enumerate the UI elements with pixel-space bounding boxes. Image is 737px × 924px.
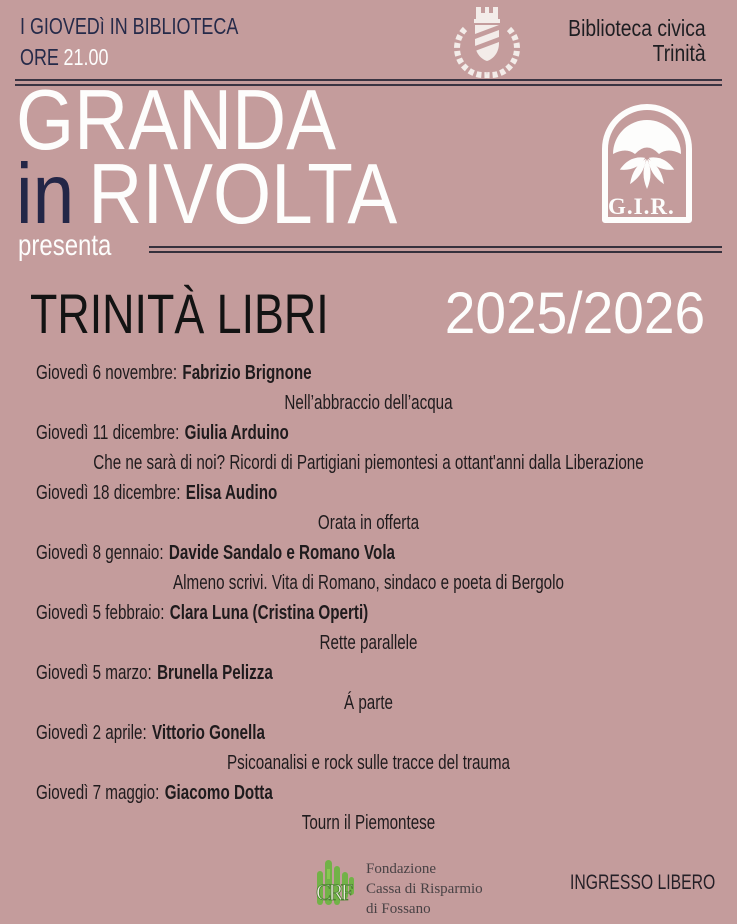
series-header (20, 11, 300, 73)
event-book-title: Orata in offerta (317, 512, 420, 534)
series-time-line (20, 42, 238, 73)
event-author: Vittorio Gonella (152, 722, 265, 744)
title-word2-main: RIVOLTA (88, 147, 398, 242)
event-date: Giovedì 11 dicembre: (36, 422, 180, 444)
event-book-title: Psicoanalisi e rock sulle tracce del trauma (226, 752, 511, 774)
crf-logo-text: CRF (316, 880, 351, 905)
event-book-title: Rette parallele (319, 632, 418, 654)
event-author: Brunella Pelizza (157, 662, 273, 684)
event-author: Elisa Audino (185, 482, 278, 504)
municipal-crest-icon (452, 3, 522, 84)
event-date-row (36, 658, 569, 688)
main-title (16, 73, 398, 242)
event-author: Fabrizio Brignone (182, 362, 312, 384)
presenta-row (18, 229, 722, 263)
event-date-row (36, 358, 569, 388)
event-author: Davide Sandalo e Romano Vola (168, 542, 396, 564)
event-date: Giovedì 5 febbraio: (36, 602, 165, 624)
event-date-row (36, 778, 569, 808)
season-title: TRINITÀ LIBRI (30, 282, 329, 345)
event-book-title: Almeno scrivi. Vita di Romano, sindaco e poeta di Bergolo (173, 572, 564, 594)
crf-foundation-logo-icon (316, 855, 358, 922)
event-book-title: Nell’abbraccio dell’acqua (284, 392, 453, 414)
ore-label: ORE (20, 44, 59, 70)
event-date: Giovedì 6 novembre: (36, 362, 178, 384)
event-date: Giovedì 5 marzo: (36, 662, 152, 684)
organisation-line1: Biblioteca civica (568, 15, 706, 41)
event-author: Giacomo Dotta (164, 782, 273, 804)
event-book-title: Che ne sarà di noi? Ricordi di Partigiani piemontesi a ottant'anni dalla Liberazione (93, 452, 644, 474)
gir-logo-icon (598, 99, 696, 232)
event-date-row (36, 538, 569, 568)
event-date-row (36, 478, 569, 508)
event-date: Giovedì 8 gennaio: (36, 542, 164, 564)
event-book-title: Tourn il Piemontese (301, 812, 436, 834)
sponsor-line1: Fondazione (366, 861, 436, 877)
event-date: Giovedì 7 maggio: (36, 782, 160, 804)
presenta-divider (149, 246, 722, 253)
sponsor-name (366, 859, 483, 919)
event-date-row (36, 598, 569, 628)
title-word2-prefix: in (16, 147, 75, 242)
event-list (0, 358, 737, 838)
series-title: I GIOVEDì IN BIBLIOTECA (20, 13, 239, 39)
event-author: Giulia Arduino (184, 422, 289, 444)
sponsor-line3: di Fossano (366, 901, 431, 917)
event-date-row (36, 718, 569, 748)
event-author: Clara Luna (Cristina Operti) (169, 602, 369, 624)
presenta-label: presenta (18, 229, 112, 262)
season-years: 2025/2026 (444, 281, 705, 346)
time-value: 21.00 (63, 44, 109, 70)
organisation-name (569, 16, 706, 66)
sponsor-line2: Cassa di Risparmio (366, 881, 483, 897)
admission-label: INGRESSO LIBERO (570, 871, 716, 894)
title-word1: GRANDA (16, 73, 337, 168)
gir-logo-text: G.I.R. (608, 194, 675, 219)
season-row (30, 281, 705, 346)
event-book-title: Á parte (343, 692, 393, 714)
event-date-row (36, 418, 569, 448)
event-date: Giovedì 2 aprile: (36, 722, 147, 744)
event-date: Giovedì 18 dicembre: (36, 482, 181, 504)
organisation-line2: Trinità (653, 40, 706, 66)
